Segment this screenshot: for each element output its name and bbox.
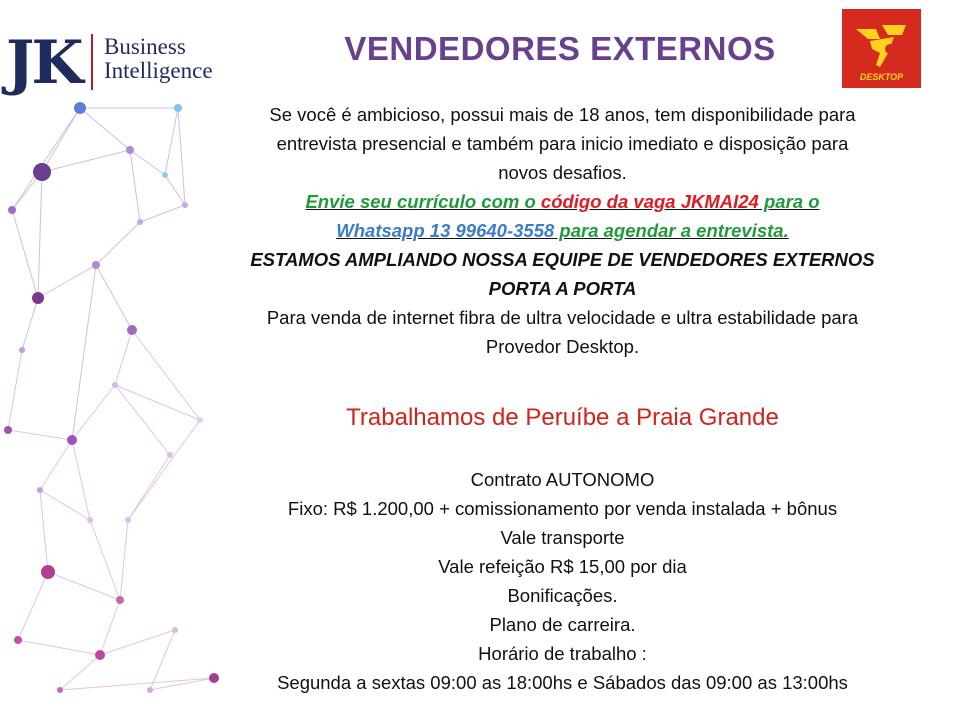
- network-node: [4, 426, 12, 434]
- jk-logo-letters: JK: [6, 28, 81, 98]
- cta-line-1: [195, 187, 930, 216]
- network-edge: [12, 210, 38, 298]
- network-node: [32, 292, 44, 304]
- benefit-item: Plano de carreira.: [489, 614, 636, 635]
- network-node: [67, 435, 77, 445]
- cta-text: para agendar a entrevista.: [554, 220, 789, 241]
- benefit-item: Segunda a sextas 09:00 as 18:00hs e Sábados das 09:00 as 13:00hs: [277, 672, 848, 693]
- network-node: [8, 206, 16, 214]
- cta-text: para o: [758, 191, 820, 212]
- network-edge: [115, 385, 170, 455]
- whatsapp-number: Whatsapp 13 99640-3558: [336, 220, 555, 241]
- network-edge: [8, 430, 72, 440]
- expanding-team-line: PORTA A PORTA: [488, 278, 637, 299]
- network-edge: [96, 265, 132, 330]
- network-edge: [80, 108, 130, 150]
- network-node: [182, 202, 188, 208]
- network-node: [127, 325, 137, 335]
- network-node: [87, 517, 93, 523]
- region-statement: Trabalhamos de Peruíbe a Praia Grande: [346, 404, 779, 431]
- network-node: [74, 102, 86, 114]
- network-node: [14, 636, 22, 644]
- network-edge: [60, 655, 100, 690]
- jk-logo-line1: Business: [104, 34, 186, 59]
- network-node: [174, 104, 182, 112]
- network-edge: [40, 490, 48, 572]
- network-edge: [90, 520, 120, 600]
- cta-text: Envie seu currículo com o: [305, 191, 541, 212]
- network-edge: [48, 572, 120, 600]
- network-node: [41, 565, 55, 579]
- network-node: [116, 596, 124, 604]
- network-edge: [42, 108, 80, 172]
- network-edge: [40, 440, 72, 490]
- benefit-item: Contrato AUTONOMO: [470, 469, 655, 490]
- benefit-item: Vale refeição R$ 15,00 por dia: [438, 556, 687, 577]
- network-edge: [8, 350, 22, 430]
- network-node: [172, 627, 178, 633]
- network-edge: [42, 150, 130, 172]
- job-description: [195, 100, 930, 697]
- network-edge: [165, 175, 185, 205]
- network-node: [125, 517, 131, 523]
- sale-description: Provedor Desktop.: [485, 336, 640, 357]
- network-edge: [178, 108, 185, 205]
- network-node: [137, 219, 143, 225]
- network-edge: [115, 330, 132, 385]
- jk-logo-text: [104, 35, 213, 83]
- network-node: [37, 487, 43, 493]
- benefit-item: Bonificações.: [507, 585, 618, 606]
- network-edge: [130, 150, 140, 222]
- network-edge: [96, 222, 140, 265]
- intro-line: Se você é ambicioso, possui mais de 18 anos, tem disponibilidade para: [269, 104, 856, 125]
- network-edge: [140, 205, 185, 222]
- network-edge: [128, 455, 170, 520]
- network-edge: [22, 298, 38, 350]
- benefit-item: Vale transporte: [500, 527, 625, 548]
- network-edge: [130, 150, 165, 175]
- network-edge: [18, 572, 48, 640]
- network-edge: [120, 520, 128, 600]
- network-node: [112, 382, 118, 388]
- network-node: [95, 650, 105, 660]
- benefit-item: Fixo: R$ 1.200,00 + comissionamento por venda instalada + bônus: [287, 498, 838, 519]
- cta-line-2: [195, 216, 930, 245]
- intro-line: novos desafios.: [498, 162, 627, 183]
- network-edge: [60, 678, 214, 690]
- desktop-brand-logo: [842, 9, 921, 88]
- network-node: [57, 687, 63, 693]
- jk-logo-divider: [91, 34, 93, 90]
- jk-logo-line2: Intelligence: [104, 58, 213, 83]
- network-node: [92, 261, 100, 269]
- intro-line: entrevista presencial e também para inicio imediato e disposição para: [276, 133, 849, 154]
- network-edge: [100, 630, 175, 655]
- network-node: [19, 347, 25, 353]
- network-node: [147, 687, 153, 693]
- network-edge: [100, 600, 120, 655]
- network-edge: [165, 108, 178, 175]
- page-title: VENDEDORES EXTERNOS: [344, 30, 776, 67]
- network-node: [126, 146, 134, 154]
- desktop-brand-label: DESKTOP: [859, 72, 904, 82]
- network-edge: [72, 440, 90, 520]
- network-edge: [38, 172, 42, 298]
- network-node: [162, 172, 168, 178]
- sale-description: Para venda de internet fibra de ultra velocidade e ultra estabilidade para: [266, 307, 859, 328]
- benefit-item: Horário de trabalho :: [478, 643, 647, 664]
- network-node: [33, 163, 51, 181]
- network-edge: [38, 265, 96, 298]
- network-edge: [12, 108, 80, 210]
- network-edge: [128, 420, 200, 520]
- expanding-team-line: ESTAMOS AMPLIANDO NOSSA EQUIPE DE VENDEDORES EXTERNOS: [250, 249, 875, 270]
- network-edge: [40, 490, 90, 520]
- network-node: [167, 452, 173, 458]
- job-code: código da vaga JKMAI24: [540, 191, 759, 212]
- network-edge: [18, 640, 100, 655]
